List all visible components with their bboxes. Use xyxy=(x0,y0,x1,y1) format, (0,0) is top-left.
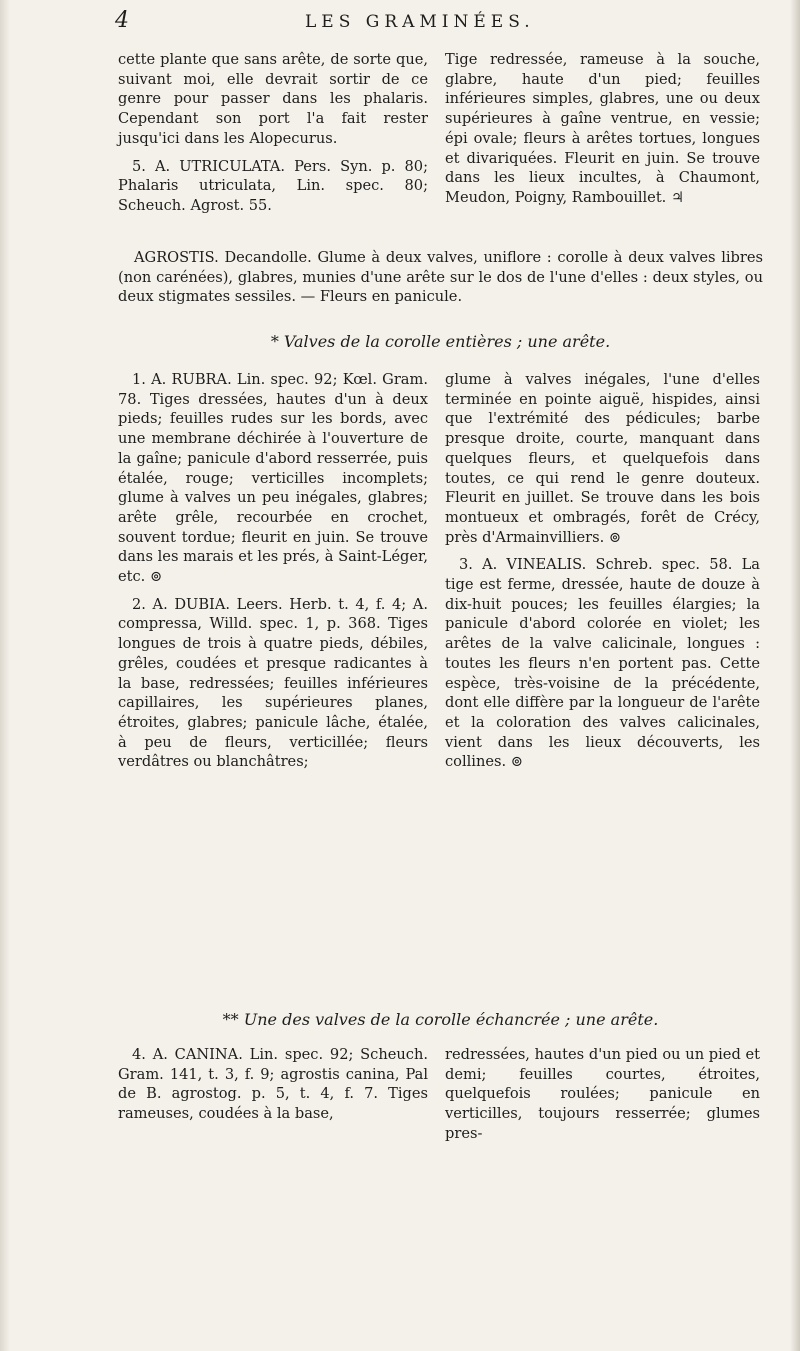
entry-a-utriculata: 5. A. UTRICULATA. Pers. Syn. p. 80; Phalaris utriculata, Lin. spec. 80; Scheuch. Agrost. 55. xyxy=(118,157,428,214)
top-left-column xyxy=(118,50,428,224)
right-page-edge xyxy=(790,0,800,1351)
alopecurus-continuation: cette plante que sans arête, de sorte que, suivant moi, elle devrait sortir de ce genre pour passer dans les phalaris. Cependant son port l'a fait rester jusqu'ici dans les Alopecurus. xyxy=(118,51,428,147)
middle-right-column xyxy=(445,370,760,780)
entry-agrostis-dubia: 2. A. DUBIA. Leers. Herb. t. 4, f. 4; A. compressa, Willd. spec. 1, p. 368. Tiges longues de trois à quatre pieds, débiles, grêles, coudées et presque radicantes à la base, redressées; feuilles inférieures capillaires, les supérieures planes, étroites, glabres; panicule lâche, étalée, à peu de fleurs, verticillée; fleurs verdâtres ou blanchâtres; xyxy=(118,595,428,771)
genus-agrostis-description: AGROSTIS. Decandolle. Glume à deux valves, uniflore : corolle à deux valves libres (non carénées), glabres, munies d'une arête sur le dos de l'une d'elles : deux styles, ou deux stigmates sessiles. — Fleurs en panicule. xyxy=(118,249,763,306)
running-title: LES GRAMINÉES. xyxy=(305,12,535,32)
top-right-column xyxy=(445,50,760,216)
middle-left-column xyxy=(118,370,428,780)
bottom-left-column xyxy=(118,1045,428,1132)
entry-agrostis-canina: 4. A. CANINA. Lin. spec. 92; Scheuch. Gram. 141, t. 3, f. 9; agrostis canina, Pal de B. agrostog. p. 5, t. 4, f. 7. Tiges rameuses, coudées à la base, xyxy=(118,1046,428,1123)
page-number: 4 xyxy=(115,8,129,33)
section-heading-entire-valves: * Valves de la corolle entières ; une arête. xyxy=(270,332,611,351)
entry-agrostis-vinealis: 3. A. VINEALIS. Schreb. spec. 58. La tige est ferme, dressée, haute de douze à dix-huit pouces; les feuilles élargies; la panicule d'abord colorée en violet; les arêtes de la valve calicinale, longues : toutes les fleurs n'en portent pas. Cette espèce, très-voisine de la précédente, dont elle diffère par la longueur de l'arête et la coloration des valves calicinales, vient dans les lieux découverts, les collines. ⊚ xyxy=(445,556,760,771)
section-heading-notched-valve: ** Une des valves de la corolle échancrée ; une arête. xyxy=(222,1010,659,1029)
page-header xyxy=(0,2,800,38)
agrostis-dubia-continuation: glume à valves inégales, l'une d'elles terminée en pointe aiguë, hispides, ainsi que l'extrémité des pédicules; barbe presque droite, courte, manquant dans quelques fleurs, et quelquefois dans toutes, ce qui rend le genre douteux. Fleurit en juillet. Se trouve dans les bois montueux et ombragés, forêt de Crécy, près d'Armainvilliers. ⊚ xyxy=(445,371,760,546)
left-page-edge xyxy=(0,0,10,1351)
bottom-right-column xyxy=(445,1045,760,1152)
a-utriculata-description: Tige redressée, rameuse à la souche, glabre, haute d'un pied; feuilles inférieures simples, glabres, une ou deux supérieures à gaîne ventrue, en vessie; épi ovale; fleurs à arêtes tortues, longues et divariquées. Fleurit en juin. Se trouve dans les lieux incultes, à Chaumont, Meudon, Poigny, Rambouillet. ♃ xyxy=(445,51,760,206)
entry-agrostis-rubra: 1. A. RUBRA. Lin. spec. 92; Kœl. Gram. 78. Tiges dressées, hautes d'un à deux pieds; feuilles rudes sur les bords, avec une membrane déchirée à l'ouverture de la gaîne; panicule d'abord resserrée, puis étalée, rouge; verticilles incomplets; glume à valves un peu inégales, glabres; arête grêle, recourbée en crochet, souvent tordue; fleurit en juin. Se trouve dans les marais et les prés, à Saint-Léger, etc. ⊚ xyxy=(118,371,428,586)
agrostis-canina-continuation: redressées, hautes d'un pied ou un pied et demi; feuilles courtes, étroites, quelquefois roulées; panicule en verticilles, toujours resserrée; glumes pres- xyxy=(445,1046,760,1142)
